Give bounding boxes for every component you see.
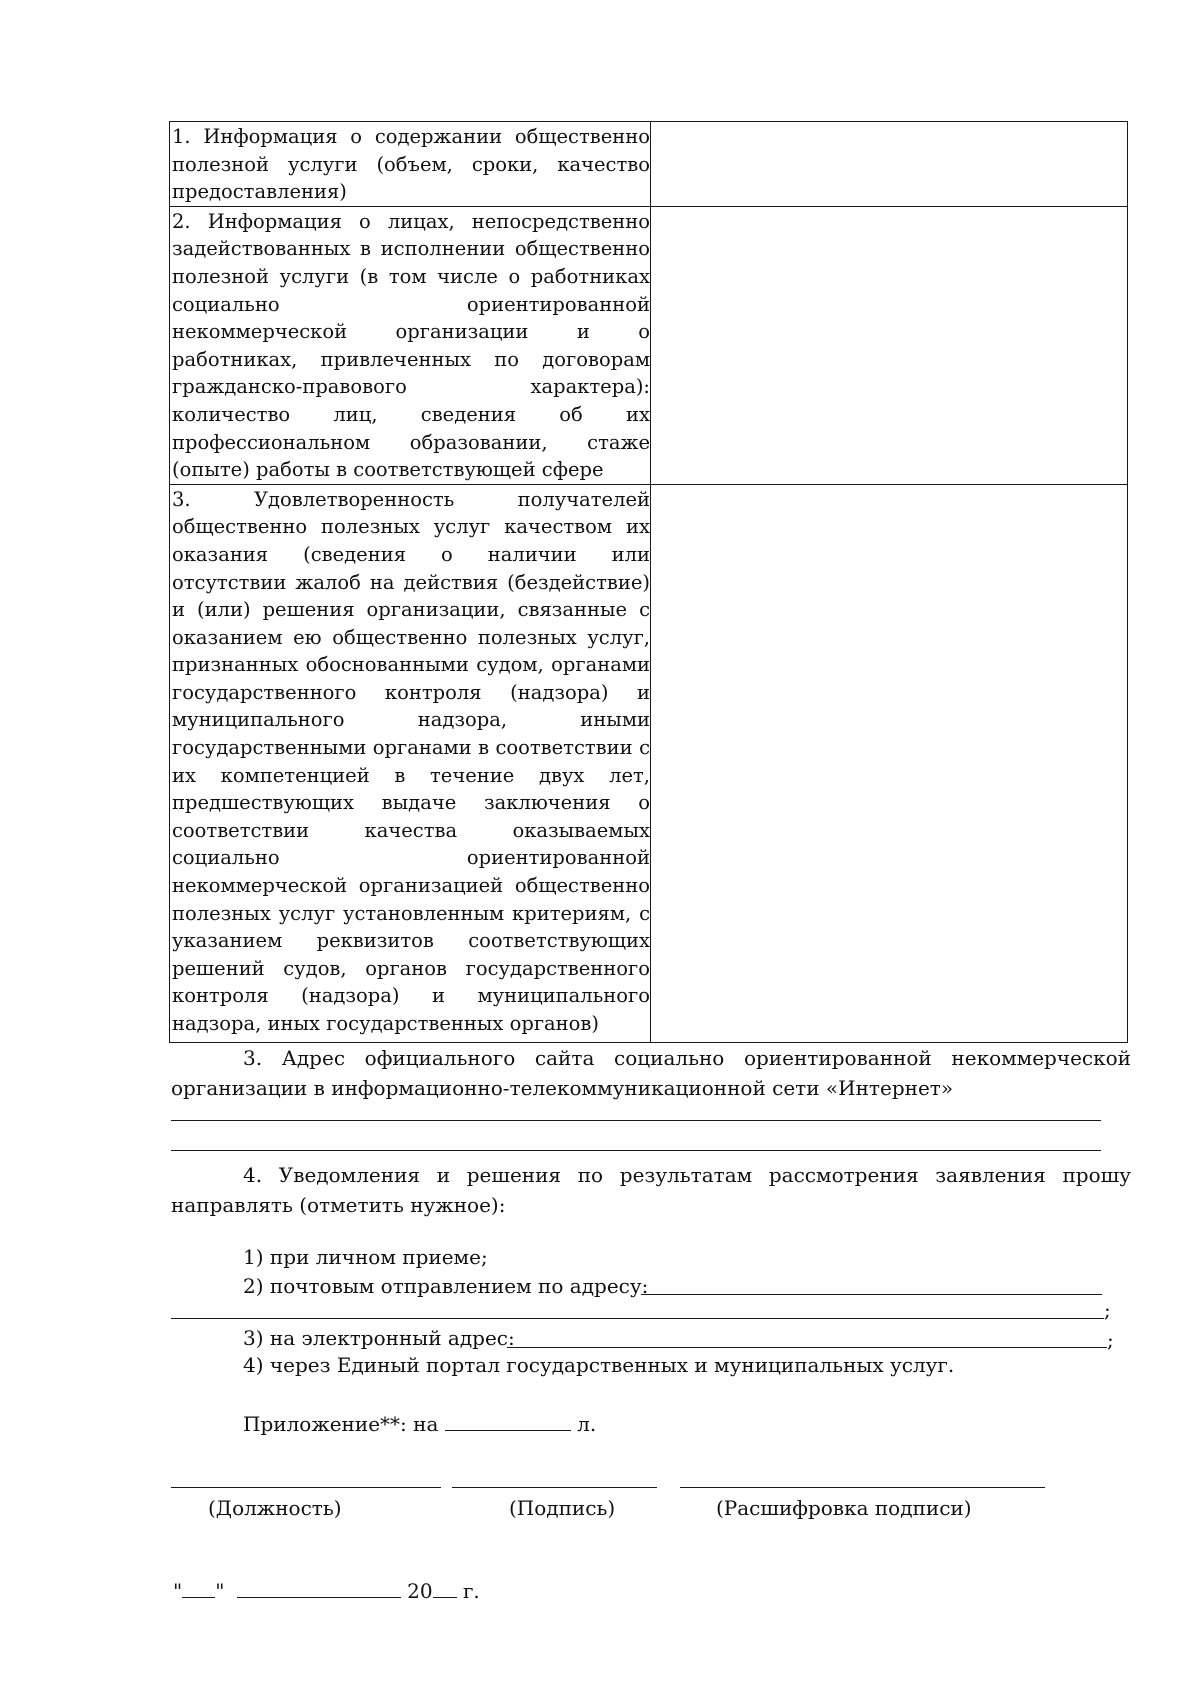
info-table: [169, 121, 1128, 1043]
date-quote-open: ": [173, 1579, 183, 1603]
date-year-prefix: 20: [407, 1579, 433, 1603]
signature-decode-caption: (Расшифровка подписи): [716, 1496, 972, 1520]
row-value-cell[interactable]: [651, 484, 1128, 1042]
date-year-suffix: г.: [462, 1579, 480, 1603]
table-row: [170, 206, 1128, 484]
section4-text: 4. Уведомления и решения по результатам рассмотрения заявления прошу направлять (отметить нужное):: [171, 1163, 1131, 1217]
row-label: 1. Информация о содержании общественно полезной услуги (объем, сроки, качество предоставления): [172, 125, 650, 204]
option-email-label: 3) на электронный адрес:: [243, 1326, 515, 1350]
section3-text: 3. Адрес официального сайта социально ориентированной некоммерческой организации в информационно-телекоммуникационной сети «Интернет»: [171, 1046, 1131, 1100]
row-label: 3. Удовлетворенность получателей общественно полезных услуг качеством их оказания (сведения о наличии или отсутствии жалоб на действия (бездействие) и (или) решения организации, связанные с оказанием ею общественно полезных услуг, признанных обоснованными судом, органами государственного контроля (надзора) и муниципального надзора, иными государственными органами в соответствии с их компетенцией в течение двух лет, предшествующих выдаче заключения о соответствии качества оказываемых социально ориентированной некоммерческой организацией общественно полезных услуг установленным критериям, с указанием реквизитов соответствующих решений судов, органов государственного контроля (надзора) и муниципального надзора, иных государственных органов): [172, 487, 650, 1035]
option-email[interactable]: [243, 1324, 515, 1352]
row-label-cell: [170, 484, 651, 1042]
website-line-2[interactable]: [171, 1150, 1101, 1151]
option-in-person[interactable]: 1) при личном приеме;: [243, 1245, 488, 1269]
email-address-line[interactable]: [507, 1347, 1107, 1348]
semicolon-1: ;: [1104, 1298, 1111, 1322]
row-label-cell: [170, 206, 651, 484]
row-value-cell[interactable]: [651, 206, 1128, 484]
table-row: [170, 122, 1128, 207]
position-line[interactable]: [171, 1487, 441, 1488]
date-month-field[interactable]: [237, 1579, 401, 1598]
row-value-cell[interactable]: [651, 122, 1128, 207]
appendix-suffix: л.: [577, 1412, 597, 1436]
row-label-cell: [170, 122, 651, 207]
option-postal-label: 2) почтовым отправлением по адресу:: [243, 1274, 649, 1298]
option-postal[interactable]: [243, 1272, 648, 1300]
signature-line[interactable]: [452, 1487, 657, 1488]
date-year-field[interactable]: [433, 1579, 457, 1598]
table-row: [170, 484, 1128, 1042]
appendix-pages-field[interactable]: [445, 1412, 571, 1431]
date-line: [173, 1577, 480, 1605]
date-day-field[interactable]: [182, 1579, 215, 1598]
appendix-line: [243, 1410, 596, 1438]
postal-address-line-2[interactable]: [171, 1318, 1104, 1319]
website-line-1[interactable]: [171, 1120, 1101, 1121]
row-label: 2. Информация о лицах, непосредственно задействованных в исполнении общественно полезной услуги (в том числе о работниках социально ориентированной некоммерческой организации и о работниках, привлеченных по договорам гражданско-правового характера): количество лиц, сведения об их профессиональном образовании, стаже (опыте) работы в соответствующей сфере: [172, 209, 650, 482]
date-quote-close: ": [215, 1579, 225, 1603]
signature-decode-line[interactable]: [680, 1487, 1045, 1488]
appendix-prefix: Приложение**: на: [243, 1412, 439, 1436]
option-gosuslugi[interactable]: 4) через Единый портал государственных и муниципальных услуг.: [243, 1353, 955, 1377]
position-caption: (Должность): [208, 1496, 342, 1520]
signature-caption: (Подпись): [509, 1496, 616, 1520]
semicolon-2: ;: [1107, 1328, 1114, 1352]
postal-address-line-1[interactable]: [641, 1294, 1102, 1295]
